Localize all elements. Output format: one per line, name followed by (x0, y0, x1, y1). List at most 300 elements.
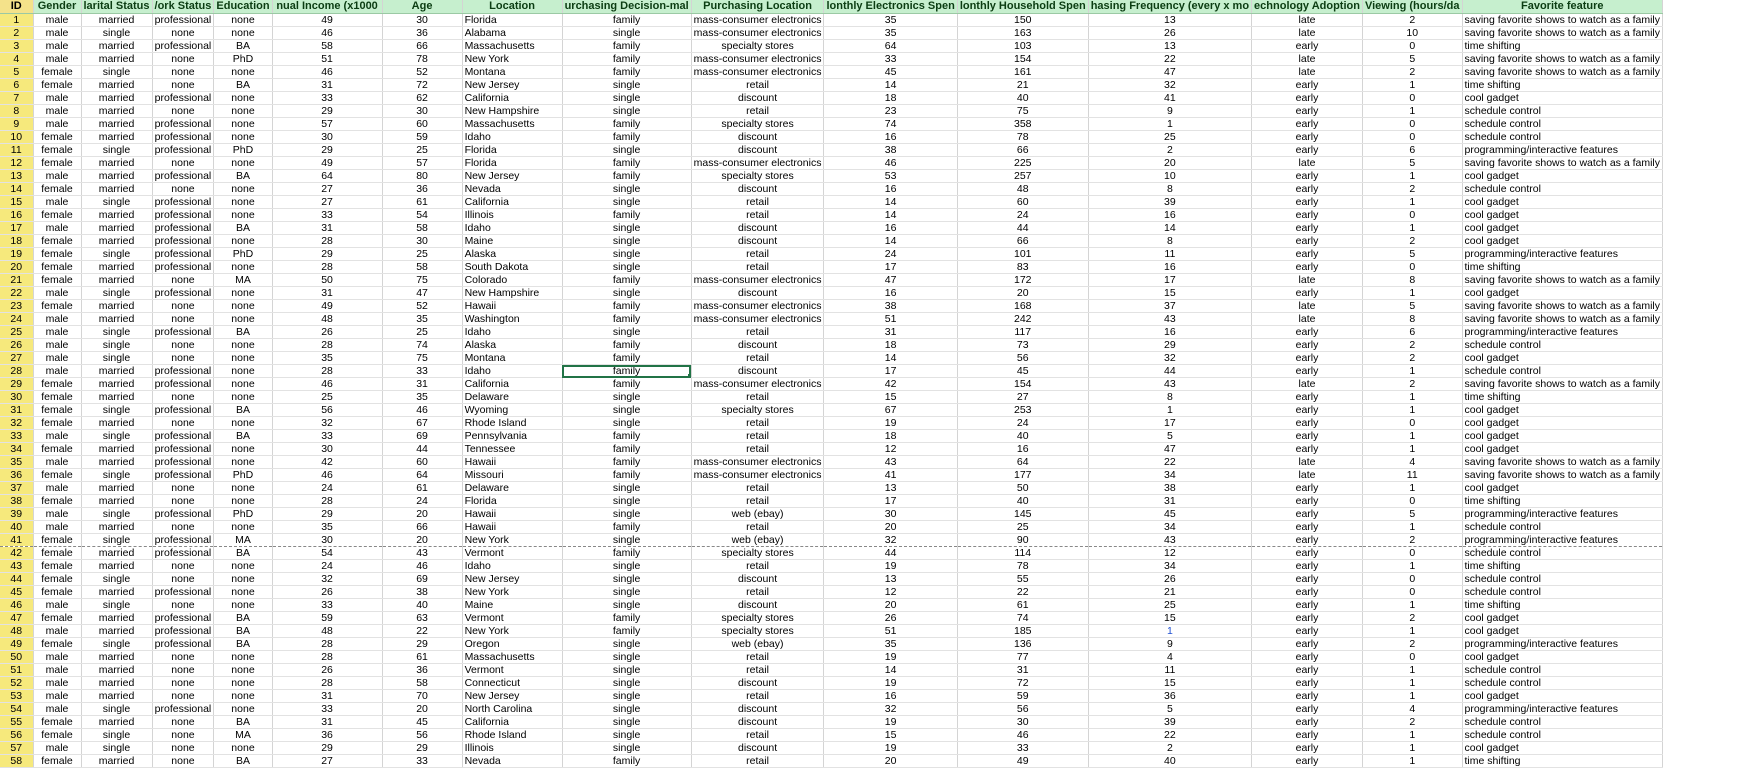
table-cell[interactable]: married (81, 170, 152, 183)
table-cell[interactable]: 33 (272, 430, 382, 443)
table-cell[interactable]: 14 (824, 235, 957, 248)
table-cell[interactable]: North Carolina (462, 703, 562, 716)
table-cell[interactable]: single (81, 729, 152, 742)
table-cell[interactable]: female (33, 586, 81, 599)
table-cell[interactable]: none (152, 391, 214, 404)
table-cell[interactable]: single (81, 339, 152, 352)
table-cell[interactable]: 15 (1088, 287, 1251, 300)
table-cell[interactable]: married (81, 664, 152, 677)
table-cell[interactable]: female (33, 547, 81, 560)
table-cell[interactable]: 49 (272, 14, 382, 27)
table-cell[interactable]: 31 (272, 79, 382, 92)
table-cell[interactable]: early (1252, 326, 1363, 339)
table-cell[interactable]: saving favorite shows to watch as a family (1462, 300, 1663, 313)
table-cell[interactable]: cool gadget (1462, 222, 1663, 235)
table-cell[interactable]: Montana (462, 352, 562, 365)
table-cell[interactable]: saving favorite shows to watch as a family (1462, 378, 1663, 391)
table-cell[interactable]: 75 (382, 274, 462, 287)
table-cell[interactable]: PhD (214, 508, 272, 521)
table-cell[interactable]: early (1252, 703, 1363, 716)
table-cell[interactable]: none (214, 365, 272, 378)
row-id-cell[interactable]: 43 (0, 560, 33, 573)
table-cell[interactable]: single (562, 534, 691, 547)
table-cell[interactable]: retail (691, 495, 824, 508)
table-cell[interactable]: 13 (824, 573, 957, 586)
table-cell[interactable]: New Jersey (462, 690, 562, 703)
table-cell[interactable]: none (214, 417, 272, 430)
table-cell[interactable]: specialty stores (691, 170, 824, 183)
table-cell[interactable]: Illinois (462, 742, 562, 755)
table-cell[interactable]: professional (152, 638, 214, 651)
table-cell[interactable]: BA (214, 612, 272, 625)
table-cell[interactable]: retail (691, 209, 824, 222)
table-cell[interactable]: 47 (382, 287, 462, 300)
table-cell[interactable]: 58 (382, 677, 462, 690)
table-cell[interactable]: 17 (824, 261, 957, 274)
table-cell[interactable]: 46 (382, 560, 462, 573)
column-header[interactable]: Location (462, 0, 562, 14)
table-cell[interactable]: none (214, 313, 272, 326)
table-cell[interactable]: 1 (1362, 664, 1462, 677)
table-cell[interactable]: male (33, 703, 81, 716)
table-cell[interactable]: 30 (382, 235, 462, 248)
table-cell[interactable]: 78 (957, 131, 1088, 144)
table-cell[interactable]: married (81, 209, 152, 222)
table-cell[interactable]: cool gadget (1462, 196, 1663, 209)
table-cell[interactable]: 30 (272, 534, 382, 547)
table-cell[interactable]: 46 (272, 378, 382, 391)
row-id-cell[interactable]: 13 (0, 170, 33, 183)
column-header[interactable]: echnology Adoption (1252, 0, 1363, 14)
table-cell[interactable]: female (33, 443, 81, 456)
table-cell[interactable]: 64 (382, 469, 462, 482)
table-cell[interactable]: 40 (1088, 755, 1251, 768)
table-cell[interactable]: 15 (824, 391, 957, 404)
table-cell[interactable]: schedule control (1462, 183, 1663, 196)
row-id-cell[interactable]: 5 (0, 66, 33, 79)
table-cell[interactable]: cool gadget (1462, 625, 1663, 638)
table-cell[interactable]: married (81, 547, 152, 560)
table-cell[interactable]: 15 (1088, 677, 1251, 690)
table-cell[interactable]: 28 (272, 235, 382, 248)
table-cell[interactable]: 64 (272, 170, 382, 183)
table-cell[interactable]: 72 (382, 79, 462, 92)
table-cell[interactable]: mass-consumer electronics (691, 313, 824, 326)
table-cell[interactable]: 172 (957, 274, 1088, 287)
table-cell[interactable]: female (33, 248, 81, 261)
table-cell[interactable]: none (152, 599, 214, 612)
table-cell[interactable]: none (152, 560, 214, 573)
table-cell[interactable]: cool gadget (1462, 404, 1663, 417)
table-cell[interactable]: cool gadget (1462, 651, 1663, 664)
table-cell[interactable]: 58 (382, 261, 462, 274)
table-cell[interactable]: married (81, 300, 152, 313)
table-cell[interactable]: none (152, 352, 214, 365)
table-cell[interactable]: cool gadget (1462, 430, 1663, 443)
column-header[interactable]: urchasing Decision-mal (562, 0, 691, 14)
table-cell[interactable]: 26 (272, 586, 382, 599)
table-cell[interactable]: 73 (957, 339, 1088, 352)
table-cell[interactable]: married (81, 40, 152, 53)
row-id-cell[interactable]: 50 (0, 651, 33, 664)
table-cell[interactable]: mass-consumer electronics (691, 53, 824, 66)
table-cell[interactable]: New York (462, 586, 562, 599)
table-cell[interactable]: programming/interactive features (1462, 703, 1663, 716)
table-cell[interactable]: late (1252, 456, 1363, 469)
row-id-cell[interactable]: 40 (0, 521, 33, 534)
table-cell[interactable]: 35 (824, 638, 957, 651)
table-cell[interactable]: 1 (1362, 287, 1462, 300)
table-cell[interactable]: single (562, 495, 691, 508)
table-cell[interactable]: professional (152, 534, 214, 547)
table-cell[interactable]: 40 (382, 599, 462, 612)
table-cell[interactable]: Hawaii (462, 521, 562, 534)
table-cell[interactable]: programming/interactive features (1462, 326, 1663, 339)
table-cell[interactable]: specialty stores (691, 547, 824, 560)
table-cell[interactable]: 28 (272, 638, 382, 651)
table-cell[interactable]: Idaho (462, 560, 562, 573)
table-cell[interactable]: single (81, 287, 152, 300)
table-cell[interactable]: 1 (1362, 105, 1462, 118)
table-cell[interactable]: late (1252, 378, 1363, 391)
table-cell[interactable]: married (81, 391, 152, 404)
table-cell[interactable]: 67 (382, 417, 462, 430)
table-cell[interactable]: married (81, 651, 152, 664)
table-cell[interactable]: married (81, 443, 152, 456)
table-cell[interactable]: 24 (957, 209, 1088, 222)
table-cell[interactable]: none (152, 313, 214, 326)
table-cell[interactable]: 1 (1362, 599, 1462, 612)
table-cell[interactable]: BA (214, 547, 272, 560)
table-cell[interactable]: 19 (824, 651, 957, 664)
row-id-cell[interactable]: 17 (0, 222, 33, 235)
table-cell[interactable]: family (562, 66, 691, 79)
table-cell[interactable]: none (214, 157, 272, 170)
table-cell[interactable]: retail (691, 391, 824, 404)
row-id-cell[interactable]: 44 (0, 573, 33, 586)
table-cell[interactable]: professional (152, 248, 214, 261)
table-cell[interactable]: married (81, 482, 152, 495)
table-cell[interactable]: 16 (824, 690, 957, 703)
table-cell[interactable]: saving favorite shows to watch as a family (1462, 27, 1663, 40)
table-cell[interactable]: male (33, 664, 81, 677)
table-cell[interactable]: 32 (1088, 352, 1251, 365)
table-cell[interactable]: 0 (1362, 131, 1462, 144)
table-cell[interactable]: 78 (957, 560, 1088, 573)
table-cell[interactable]: 22 (382, 625, 462, 638)
table-cell[interactable]: single (81, 196, 152, 209)
table-cell[interactable]: 33 (957, 742, 1088, 755)
table-cell[interactable]: 36 (1088, 690, 1251, 703)
table-cell[interactable]: programming/interactive features (1462, 144, 1663, 157)
table-cell[interactable]: single (81, 638, 152, 651)
table-cell[interactable]: single (81, 573, 152, 586)
table-cell[interactable]: 57 (272, 118, 382, 131)
table-cell[interactable]: 29 (272, 105, 382, 118)
table-cell[interactable]: 33 (272, 209, 382, 222)
table-cell[interactable]: 28 (272, 651, 382, 664)
table-cell[interactable]: 4 (1088, 651, 1251, 664)
table-cell[interactable]: family (562, 40, 691, 53)
table-cell[interactable]: 26 (824, 612, 957, 625)
table-cell[interactable]: none (214, 235, 272, 248)
row-id-cell[interactable]: 9 (0, 118, 33, 131)
row-id-cell[interactable]: 31 (0, 404, 33, 417)
table-cell[interactable]: mass-consumer electronics (691, 378, 824, 391)
table-cell[interactable]: schedule control (1462, 677, 1663, 690)
table-cell[interactable]: Delaware (462, 482, 562, 495)
table-cell[interactable]: family (562, 521, 691, 534)
table-cell[interactable]: none (152, 664, 214, 677)
table-cell[interactable]: family (562, 313, 691, 326)
table-cell[interactable]: male (33, 690, 81, 703)
table-cell[interactable]: 136 (957, 638, 1088, 651)
table-cell[interactable]: 66 (382, 40, 462, 53)
table-cell[interactable]: saving favorite shows to watch as a family (1462, 313, 1663, 326)
table-cell[interactable]: 10 (1362, 27, 1462, 40)
table-cell[interactable]: 17 (1088, 274, 1251, 287)
table-cell[interactable]: 58 (382, 222, 462, 235)
table-cell[interactable]: retail (691, 261, 824, 274)
table-cell[interactable]: 2 (1362, 183, 1462, 196)
table-cell[interactable]: 18 (824, 92, 957, 105)
table-cell[interactable]: saving favorite shows to watch as a family (1462, 66, 1663, 79)
table-cell[interactable]: schedule control (1462, 573, 1663, 586)
table-cell[interactable]: 4 (1362, 703, 1462, 716)
table-cell[interactable]: 25 (1088, 599, 1251, 612)
table-cell[interactable]: 14 (1088, 222, 1251, 235)
table-cell[interactable]: 39 (1088, 716, 1251, 729)
table-cell[interactable]: male (33, 27, 81, 40)
table-cell[interactable]: Montana (462, 66, 562, 79)
table-cell[interactable]: 78 (382, 53, 462, 66)
table-cell[interactable]: 15 (824, 729, 957, 742)
table-cell[interactable]: 1 (1362, 482, 1462, 495)
table-cell[interactable]: 37 (1088, 300, 1251, 313)
table-cell[interactable]: single (562, 651, 691, 664)
table-cell[interactable]: none (214, 586, 272, 599)
table-cell[interactable]: early (1252, 547, 1363, 560)
table-cell[interactable]: 59 (272, 612, 382, 625)
table-cell[interactable]: Florida (462, 144, 562, 157)
table-cell[interactable]: discount (691, 222, 824, 235)
table-cell[interactable]: 33 (382, 755, 462, 768)
table-cell[interactable]: Vermont (462, 664, 562, 677)
table-cell[interactable]: female (33, 157, 81, 170)
row-id-cell[interactable]: 39 (0, 508, 33, 521)
row-id-cell[interactable]: 35 (0, 456, 33, 469)
table-cell[interactable]: early (1252, 430, 1363, 443)
table-cell[interactable]: none (214, 560, 272, 573)
table-cell[interactable]: 51 (824, 313, 957, 326)
table-cell[interactable]: Nevada (462, 183, 562, 196)
table-cell[interactable]: late (1252, 14, 1363, 27)
table-cell[interactable]: 8 (1362, 313, 1462, 326)
table-cell[interactable]: 40 (957, 430, 1088, 443)
table-cell[interactable]: none (214, 209, 272, 222)
table-cell[interactable]: female (33, 495, 81, 508)
table-cell[interactable]: family (562, 14, 691, 27)
table-cell[interactable]: female (33, 534, 81, 547)
table-cell[interactable]: married (81, 521, 152, 534)
table-cell[interactable]: family (562, 430, 691, 443)
table-cell[interactable]: 1 (1362, 625, 1462, 638)
table-cell[interactable]: mass-consumer electronics (691, 300, 824, 313)
table-cell[interactable]: none (152, 66, 214, 79)
table-cell[interactable]: 25 (382, 144, 462, 157)
table-cell[interactable]: 103 (957, 40, 1088, 53)
table-cell[interactable]: retail (691, 729, 824, 742)
table-cell[interactable]: Oregon (462, 638, 562, 651)
table-cell[interactable]: 28 (272, 677, 382, 690)
table-cell[interactable]: 56 (957, 703, 1088, 716)
table-cell[interactable]: Wyoming (462, 404, 562, 417)
table-cell[interactable]: 29 (1088, 339, 1251, 352)
table-cell[interactable]: 17 (824, 365, 957, 378)
table-cell[interactable]: 24 (957, 417, 1088, 430)
table-cell[interactable]: none (214, 690, 272, 703)
table-cell[interactable]: none (214, 118, 272, 131)
row-id-cell[interactable]: 56 (0, 729, 33, 742)
table-cell[interactable]: 40 (957, 92, 1088, 105)
table-cell[interactable]: professional (152, 404, 214, 417)
table-cell[interactable]: 4 (1362, 456, 1462, 469)
table-cell[interactable]: 47 (1088, 443, 1251, 456)
table-cell[interactable]: male (33, 599, 81, 612)
table-cell[interactable]: schedule control (1462, 105, 1663, 118)
table-cell[interactable]: none (214, 456, 272, 469)
table-cell[interactable]: single (81, 326, 152, 339)
table-cell[interactable]: 29 (382, 742, 462, 755)
table-cell[interactable]: none (152, 53, 214, 66)
table-cell[interactable]: married (81, 378, 152, 391)
table-cell[interactable]: schedule control (1462, 131, 1663, 144)
table-cell[interactable]: 0 (1362, 209, 1462, 222)
row-id-cell[interactable]: 51 (0, 664, 33, 677)
table-cell[interactable]: 253 (957, 404, 1088, 417)
table-cell[interactable]: married (81, 261, 152, 274)
table-cell[interactable]: New York (462, 625, 562, 638)
table-cell[interactable]: 31 (824, 326, 957, 339)
table-cell[interactable]: family (562, 300, 691, 313)
table-cell[interactable]: male (33, 651, 81, 664)
table-cell[interactable]: early (1252, 742, 1363, 755)
table-cell[interactable]: married (81, 53, 152, 66)
table-cell[interactable]: 29 (382, 638, 462, 651)
table-cell[interactable]: married (81, 586, 152, 599)
table-cell[interactable]: discount (691, 92, 824, 105)
table-cell[interactable]: 34 (1088, 560, 1251, 573)
table-cell[interactable]: 26 (1088, 27, 1251, 40)
table-cell[interactable]: 45 (824, 66, 957, 79)
table-cell[interactable]: 51 (824, 625, 957, 638)
table-cell[interactable]: 19 (824, 677, 957, 690)
table-cell[interactable]: retail (691, 560, 824, 573)
table-cell[interactable]: 114 (957, 547, 1088, 560)
table-cell[interactable]: retail (691, 79, 824, 92)
table-cell[interactable]: professional (152, 144, 214, 157)
table-cell[interactable]: male (33, 118, 81, 131)
row-id-cell[interactable]: 8 (0, 105, 33, 118)
row-id-cell[interactable]: 58 (0, 755, 33, 768)
table-cell[interactable]: family (562, 274, 691, 287)
table-cell[interactable]: male (33, 365, 81, 378)
table-cell[interactable]: 12 (824, 586, 957, 599)
table-cell[interactable]: single (562, 287, 691, 300)
row-id-cell[interactable]: 4 (0, 53, 33, 66)
row-id-cell[interactable]: 29 (0, 378, 33, 391)
table-cell[interactable]: none (214, 482, 272, 495)
table-cell[interactable]: BA (214, 40, 272, 53)
table-cell[interactable]: family (562, 339, 691, 352)
table-cell[interactable]: married (81, 222, 152, 235)
row-id-cell[interactable]: 28 (0, 365, 33, 378)
table-cell[interactable]: 46 (272, 469, 382, 482)
row-id-cell[interactable]: 16 (0, 209, 33, 222)
table-cell[interactable]: discount (691, 287, 824, 300)
table-cell[interactable]: saving favorite shows to watch as a family (1462, 469, 1663, 482)
table-cell[interactable]: discount (691, 235, 824, 248)
table-cell[interactable]: single (562, 599, 691, 612)
table-cell[interactable]: 48 (957, 183, 1088, 196)
table-cell[interactable]: family (562, 469, 691, 482)
table-cell[interactable]: retail (691, 248, 824, 261)
table-cell[interactable]: 0 (1362, 495, 1462, 508)
row-id-cell[interactable]: 49 (0, 638, 33, 651)
table-cell[interactable]: single (81, 430, 152, 443)
table-cell[interactable]: Idaho (462, 365, 562, 378)
table-cell[interactable]: 20 (824, 599, 957, 612)
table-cell[interactable]: 16 (1088, 209, 1251, 222)
table-cell[interactable]: early (1252, 612, 1363, 625)
table-cell[interactable]: female (33, 261, 81, 274)
table-cell[interactable]: none (152, 573, 214, 586)
table-cell[interactable]: 44 (824, 547, 957, 560)
table-cell[interactable]: 35 (824, 27, 957, 40)
table-cell[interactable]: 67 (824, 404, 957, 417)
table-cell[interactable]: time shifting (1462, 599, 1663, 612)
table-cell[interactable]: time shifting (1462, 40, 1663, 53)
table-cell[interactable]: 69 (382, 430, 462, 443)
table-cell[interactable]: 8 (1362, 274, 1462, 287)
table-cell[interactable]: 53 (824, 170, 957, 183)
table-cell[interactable]: 18 (824, 430, 957, 443)
column-header[interactable]: hasing Frequency (every x mo (1088, 0, 1251, 14)
table-cell[interactable]: 0 (1362, 651, 1462, 664)
table-cell[interactable]: professional (152, 378, 214, 391)
table-cell[interactable]: 1 (1362, 742, 1462, 755)
table-cell[interactable]: single (562, 703, 691, 716)
table-cell[interactable]: early (1252, 92, 1363, 105)
table-cell[interactable]: early (1252, 638, 1363, 651)
table-cell[interactable]: professional (152, 170, 214, 183)
table-cell[interactable]: cool gadget (1462, 742, 1663, 755)
table-cell[interactable]: 74 (382, 339, 462, 352)
table-cell[interactable]: 52 (382, 66, 462, 79)
table-cell[interactable]: 161 (957, 66, 1088, 79)
column-header[interactable]: Viewing (hours/da (1362, 0, 1462, 14)
table-cell[interactable]: married (81, 183, 152, 196)
table-cell[interactable]: early (1252, 170, 1363, 183)
table-cell[interactable]: male (33, 40, 81, 53)
table-cell[interactable]: 25 (272, 391, 382, 404)
table-cell[interactable]: early (1252, 664, 1363, 677)
table-cell[interactable]: early (1252, 625, 1363, 638)
table-cell[interactable]: Delaware (462, 391, 562, 404)
column-header[interactable]: ID (0, 0, 33, 14)
table-cell[interactable]: PhD (214, 248, 272, 261)
table-cell[interactable]: male (33, 625, 81, 638)
